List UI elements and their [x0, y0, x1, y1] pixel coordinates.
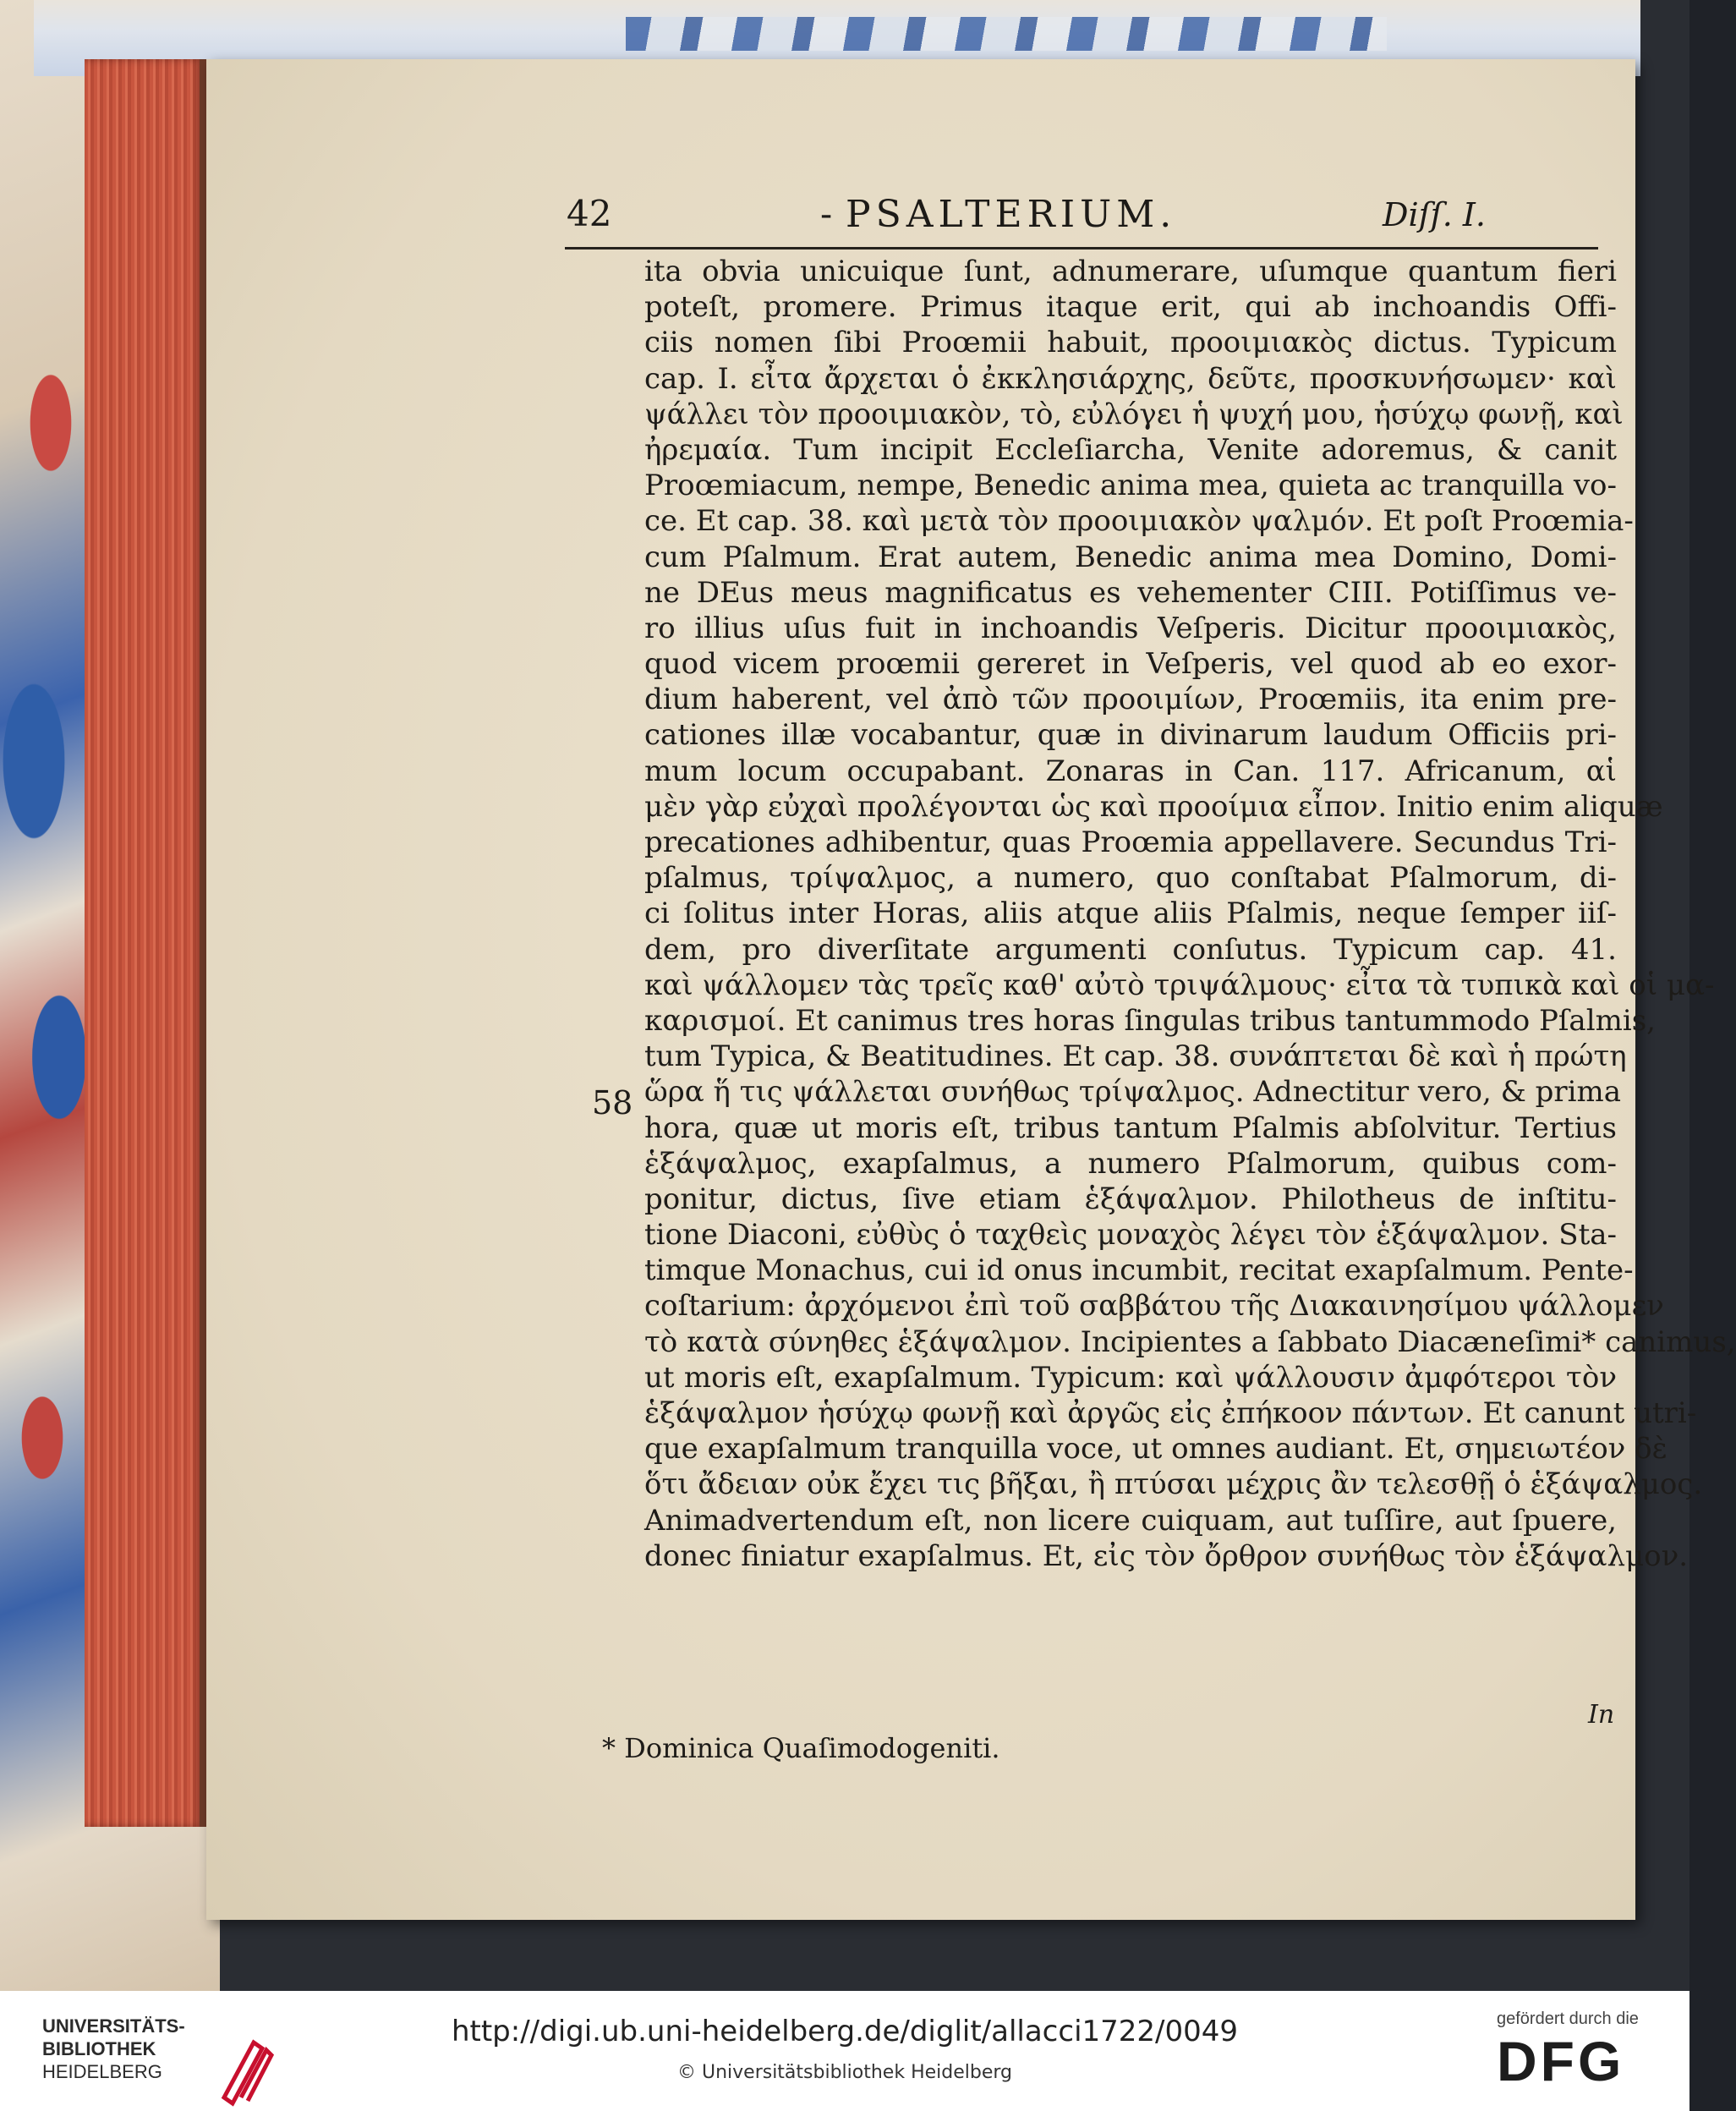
text-line: poteſt, promere. Primus itaque erit, qui ab inchoandis Offi-	[644, 290, 1617, 325]
dfg-mark: DFG	[1497, 2030, 1625, 2092]
copyright-notice: © Universitätsbibliothek Heidelberg	[676, 2062, 1012, 2083]
text-line: cum Pſalmum. Erat autem, Benedic anima mea Domino, Domi-	[644, 540, 1617, 574]
head-dash: -	[820, 193, 833, 234]
text-line: ro illius uſus fuit in inchoandis Veſperis. Dicitur προοιμιακὸς,	[644, 611, 1617, 645]
page-number: 42	[567, 193, 612, 234]
body-text	[644, 254, 1736, 1574]
text-line: dem, pro diverſitate argumenti conſutus. Typicum cap. 41.	[644, 932, 1617, 967]
text-line: quod vicem proœmii gereret in Veſperis, vel quod ab eo exor-	[644, 647, 1617, 682]
text-line: donec finiatur exapſalmus. Et, εἰς τὸν ὄρθρον συνήθως τὸν ἑξάψαλμον.	[644, 1538, 1689, 1573]
text-line: dium haberent, vel ἀπὸ τῶν προοιμίων, Proœmiis, ita enim pre-	[644, 683, 1617, 717]
text-line: ponitur, dictus, ſive etiam ἑξάψαλμον. Philotheus de inſtitu-	[644, 1182, 1617, 1216]
text-line: ne DEus meus magnificatus es vehementer CIII. Potiſſimus ve-	[644, 575, 1617, 610]
text-line: ἠρεμαία. Tum incipit Eccleſiarcha, Venite adoremus, & canit	[644, 432, 1617, 467]
text-line: ci ſolitus inter Horas, aliis atque aliis Pſalmis, neque ſemper iiſ-	[644, 896, 1617, 931]
funded-by-caption: gefördert durch die	[1497, 2010, 1639, 2028]
library-name-line1: UNIVERSITÄTS-	[42, 2015, 185, 2037]
text-line: ὥρα ἥ τις ψάλλεται συνήθως τρίψαλμος. Adnectitur vero, & prima	[644, 1075, 1622, 1110]
permalink-url[interactable]: http://digi.ub.uni-heidelberg.de/diglit/allacci1722/0049	[451, 2015, 1239, 2048]
text-line: Proœmiacum, nempe, Benedic anima mea, quieta ac tranquilla vo-	[644, 469, 1617, 503]
viewer-footer	[0, 1991, 1689, 2111]
text-line: μὲν γὰρ εὐχαὶ προλέγονται ὡς καὶ προοίμια εἶπον. Initio enim aliquæ	[644, 789, 1663, 824]
head-rule	[565, 247, 1598, 249]
library-name-line2: BIBLIOTHEK	[42, 2038, 156, 2059]
text-line: ut moris eſt, exapſalmum. Typicum: καὶ ψάλλουσιν ἀμφότεροι τὸν	[644, 1360, 1617, 1395]
dfg-logo[interactable]	[1497, 2010, 1666, 2103]
text-line: cationes illæ vocabantur, quæ in divinarum laudum Officiis pri-	[644, 718, 1617, 753]
text-line: hora, quæ ut moris eſt, tribus tantum Pſalmis abſolvitur. Tertius	[644, 1110, 1617, 1145]
text-line: ὅτι ἄδειαν οὐκ ἔχει τις βῆξαι, ἢ πτύσαι μέχρις ἂν τελεσθῇ ὁ ἑξάψαλμος.	[644, 1467, 1703, 1502]
binding-line	[200, 59, 206, 1827]
page-title: PSALTERIUM.	[846, 193, 1177, 236]
text-line: τὸ κατὰ σύνηθες ἑξάψαλμον. Incipientes a ſabbato Diacæneſimi* canimus,	[644, 1324, 1736, 1359]
text-line: mum locum occupabant. Zonaras in Can. 117. Africanum, αἱ	[644, 754, 1617, 788]
text-line: ce. Et cap. 38. καὶ μετὰ τὸν προοιμιακὸν ψαλμόν. Et poſt Proœmia-	[644, 504, 1634, 539]
text-line: timque Monachus, cui id onus incumbit, recitat exapſalmum. Pente-	[644, 1253, 1634, 1288]
text-line: coſtarium: ἀρχόμενοι ἐπὶ τοῦ σαββάτου τῆς Διακαινησίμου ψάλλομεν	[644, 1289, 1664, 1324]
text-line: ἑξάψαλμον ἡσύχῳ φωνῇ καὶ ἀργῶς εἰς ἐπήκοον πάντων. Et canunt utri-	[644, 1396, 1697, 1430]
running-head	[567, 193, 1615, 244]
text-line: tione Diaconi, εὐθὺς ὁ ταχθεὶς μοναχὸς λέγει τὸν ἑξάψαλμον. Sta-	[644, 1218, 1617, 1253]
text-line: καρισμοί. Et canimus tres horas ſingulas tribus tantummodo Pſalmis,	[644, 1003, 1656, 1038]
text-line: precationes adhibentur, quas Proœmia appellavere. Secundus Tri-	[644, 825, 1617, 859]
text-line: ciis nomen ſibi Proœmii habuit, προοιμιακὸς dictus. Typicum	[644, 326, 1617, 360]
red-page-edges	[85, 59, 203, 1827]
footnote: * Dominica Quaſimodogeniti.	[602, 1732, 1000, 1764]
text-line: καὶ ψάλλομεν τὰς τρεῖς καθ' αὐτὸ τριψάλμους· εἶτα τὰ τυπικὰ καὶ οἱ μα-	[644, 968, 1715, 1002]
text-line: que exapſalmum tranquilla voce, ut omnes audiant. Et, σημειωτέον δὲ	[644, 1432, 1668, 1467]
catchword: In	[1588, 1700, 1615, 1730]
text-line: tum Typica, & Beatitudines. Et cap. 38. συνάπτεται δὲ καὶ ἡ πρώτη	[644, 1039, 1627, 1074]
library-name-line3: HEIDELBERG	[42, 2061, 162, 2082]
text-line: Animadvertendum eſt, non licere cuiquam, aut tuſſire, aut ſpuere,	[644, 1503, 1617, 1538]
text-line: ita obvia unicuique ſunt, adnumerare, uſumque quantum fieri	[644, 255, 1617, 288]
text-line: cap. I. εἶτα ἄρχεται ὁ ἐκκλησιάρχης, δεῦτε, προσκυνήσωμεν· καὶ	[644, 361, 1617, 396]
text-line: pſalmus, τρίψαλμος, a numero, quo conſtabat Pſalmorum, di-	[644, 861, 1617, 896]
text-line: ἑξάψαλμος, exapſalmus, a numero Pſalmorum, quibus com-	[644, 1146, 1617, 1181]
dissertation-label: Diſſ. I.	[1383, 196, 1486, 233]
margin-number: 58	[592, 1084, 633, 1121]
text-line: ψάλλει τὸν προοιμιακὸν, τὸ, εὐλόγει ἡ ψυχή μου, ἡσύχῳ φωνῇ, καὶ	[644, 397, 1624, 431]
